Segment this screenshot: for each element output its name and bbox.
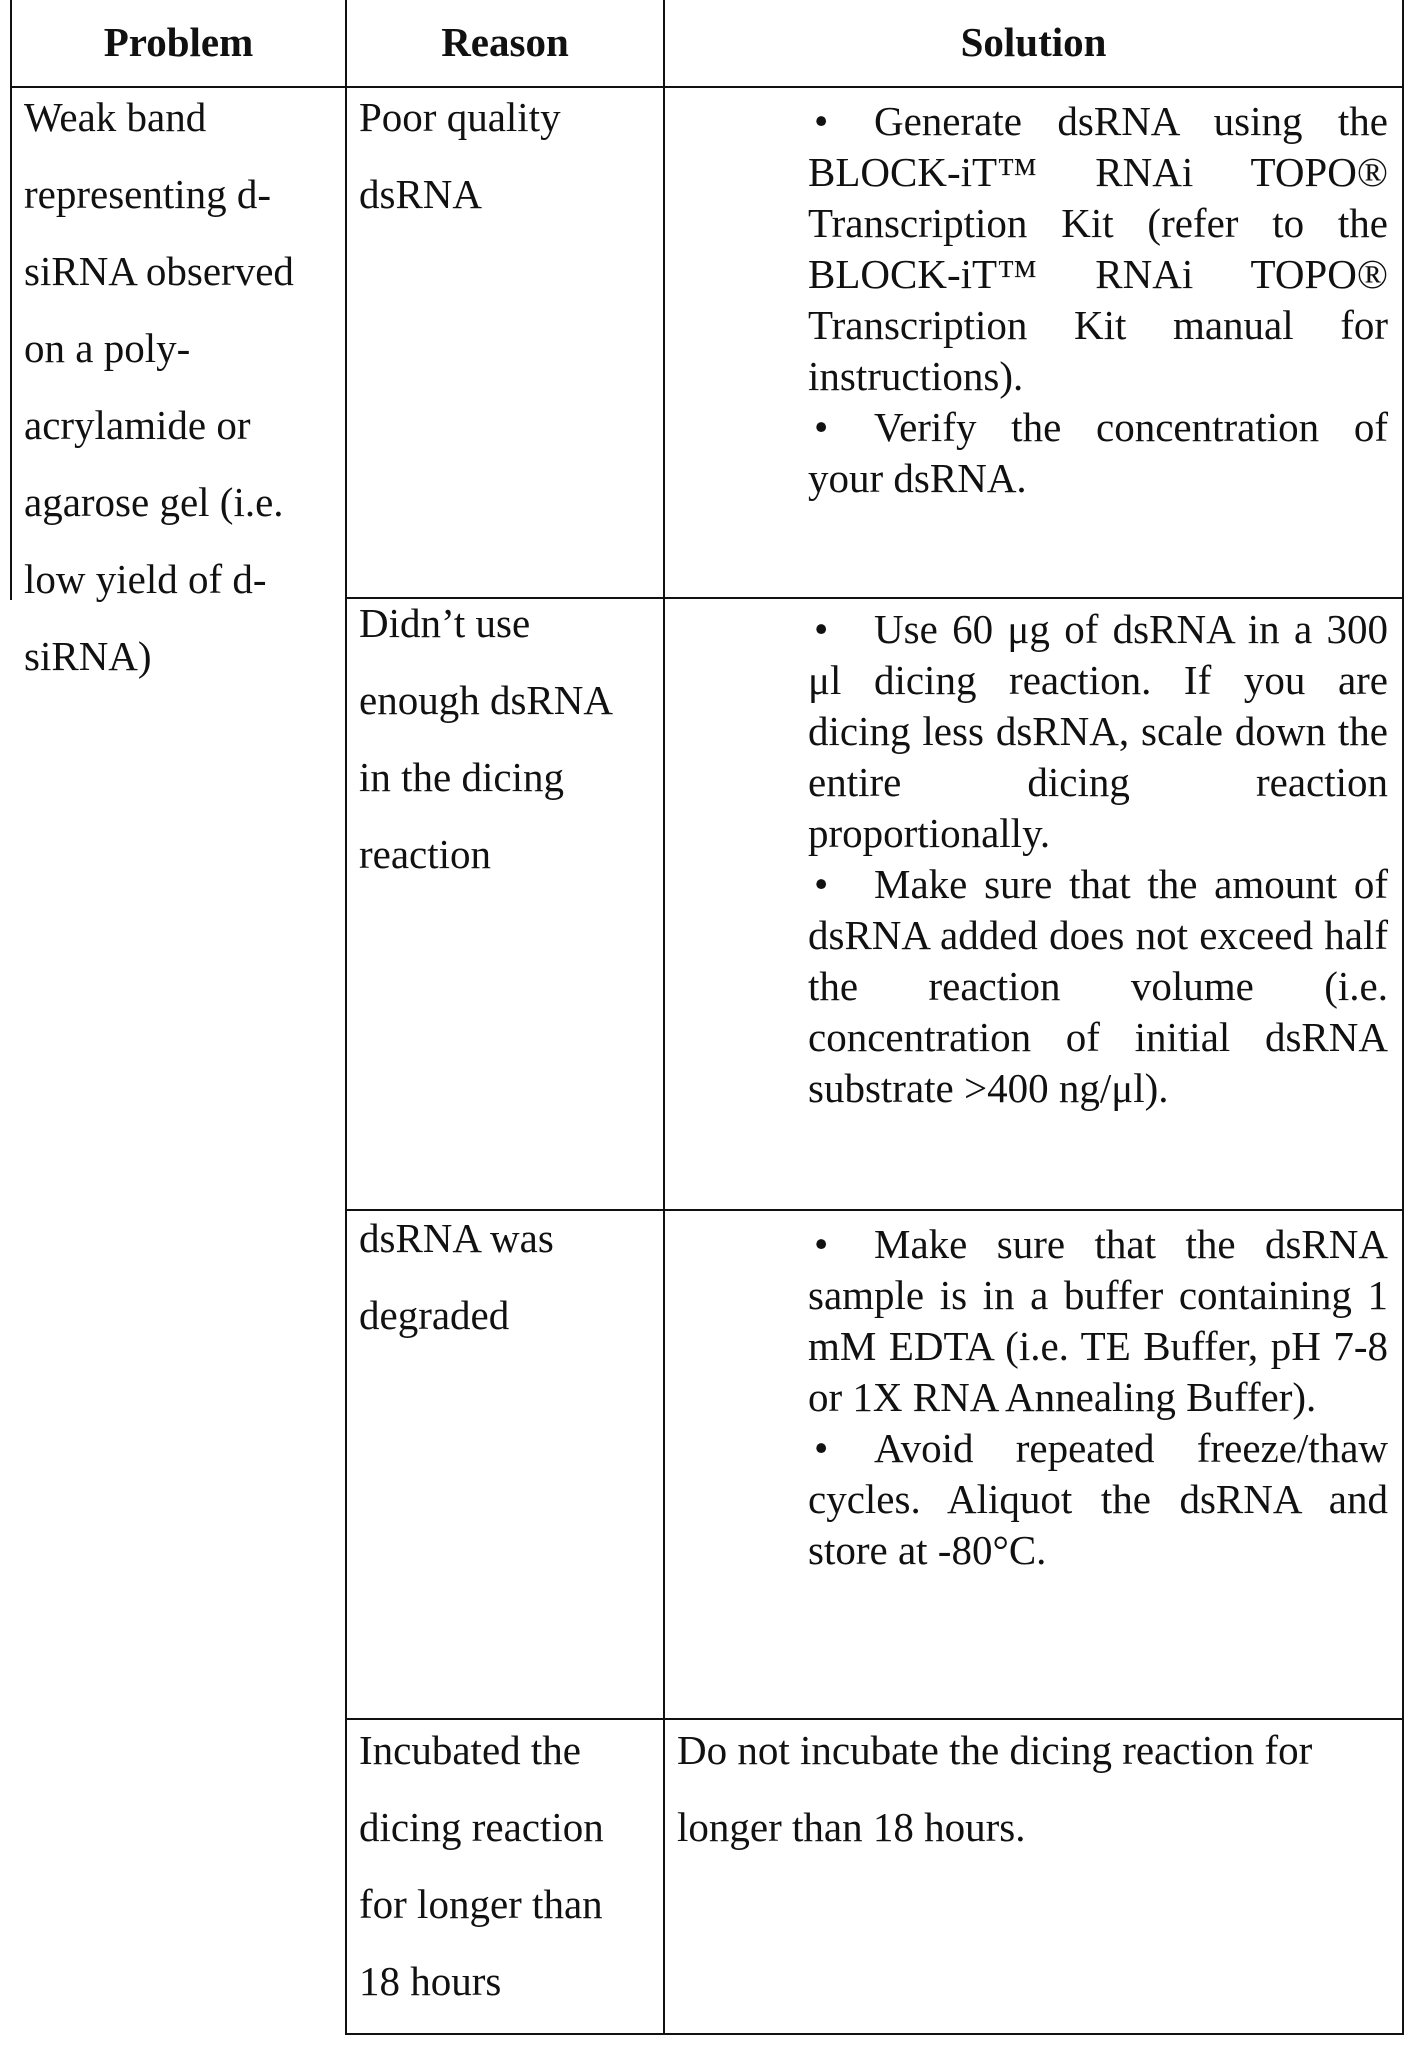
solution-row-3 — [808, 1219, 1388, 1576]
bullet-icon: • — [814, 1221, 829, 1267]
problem-description: Weak band representing d- siRNA observed on a poly- acrylamide or agarose gel (i.e. low yield of d- siRNA) — [24, 94, 294, 679]
reason-row-4: Incubated the dicing reaction for longer than 18 hours — [359, 1727, 604, 2004]
header-solution: Solution — [960, 19, 1107, 65]
solution-bullet: • Make sure that the dsRNA sample is in a buffer containing 1 mM EDTA (i.e. TE Buffer, pH 7-8 or 1X RNA Annealing Buffer). — [808, 1221, 1388, 1420]
table-border-left — [10, 0, 12, 600]
bullet-icon: • — [814, 404, 829, 450]
table-bottom-border — [345, 2033, 1404, 2035]
bullet-icon: • — [814, 606, 829, 652]
reason-row-1: Poor quality dsRNA — [359, 94, 561, 217]
header-problem: Problem — [103, 19, 254, 65]
solution-row-2 — [808, 604, 1388, 1114]
solution-bullet: • Verify the concentration of your dsRNA. — [808, 404, 1388, 501]
solution-bullet: • Use 60 μg of dsRNA in a 300 μl dicing reaction. If you are dicing less dsRNA, scale down the entire dicing reaction proportionally. — [808, 606, 1388, 856]
solution-row-4: Do not incubate the dicing reaction for longer than 18 hours. — [677, 1727, 1313, 1850]
solution-row-1 — [808, 96, 1388, 504]
column-divider-problem-reason — [345, 0, 347, 2035]
column-divider-reason-solution — [663, 0, 665, 2035]
header-reason: Reason — [441, 19, 569, 65]
solution-bullet: • Avoid repeated freeze/thaw cycles. Aliquot the dsRNA and store at -80°C. — [808, 1425, 1388, 1573]
table-border-right — [1402, 0, 1404, 2035]
bullet-icon: • — [814, 861, 829, 907]
bullet-icon: • — [814, 1425, 829, 1471]
bullet-icon: • — [814, 98, 829, 144]
solution-bullet: • Generate dsRNA using the BLOCK-iT™ RNAi TOPO® Transcription Kit (refer to the BLOCK-iT™ RNAi TOPO® Transcription Kit manual for instructions). — [808, 98, 1388, 399]
solution-bullet: • Make sure that the amount of dsRNA added does not exceed half the reaction volume (i.e. concentration of initial dsRNA substrate >400 ng/μl). — [808, 861, 1388, 1111]
reason-row-3: dsRNA was degraded — [359, 1215, 554, 1338]
reason-row-2: Didn’t use enough dsRNA in the dicing reaction — [359, 600, 613, 877]
